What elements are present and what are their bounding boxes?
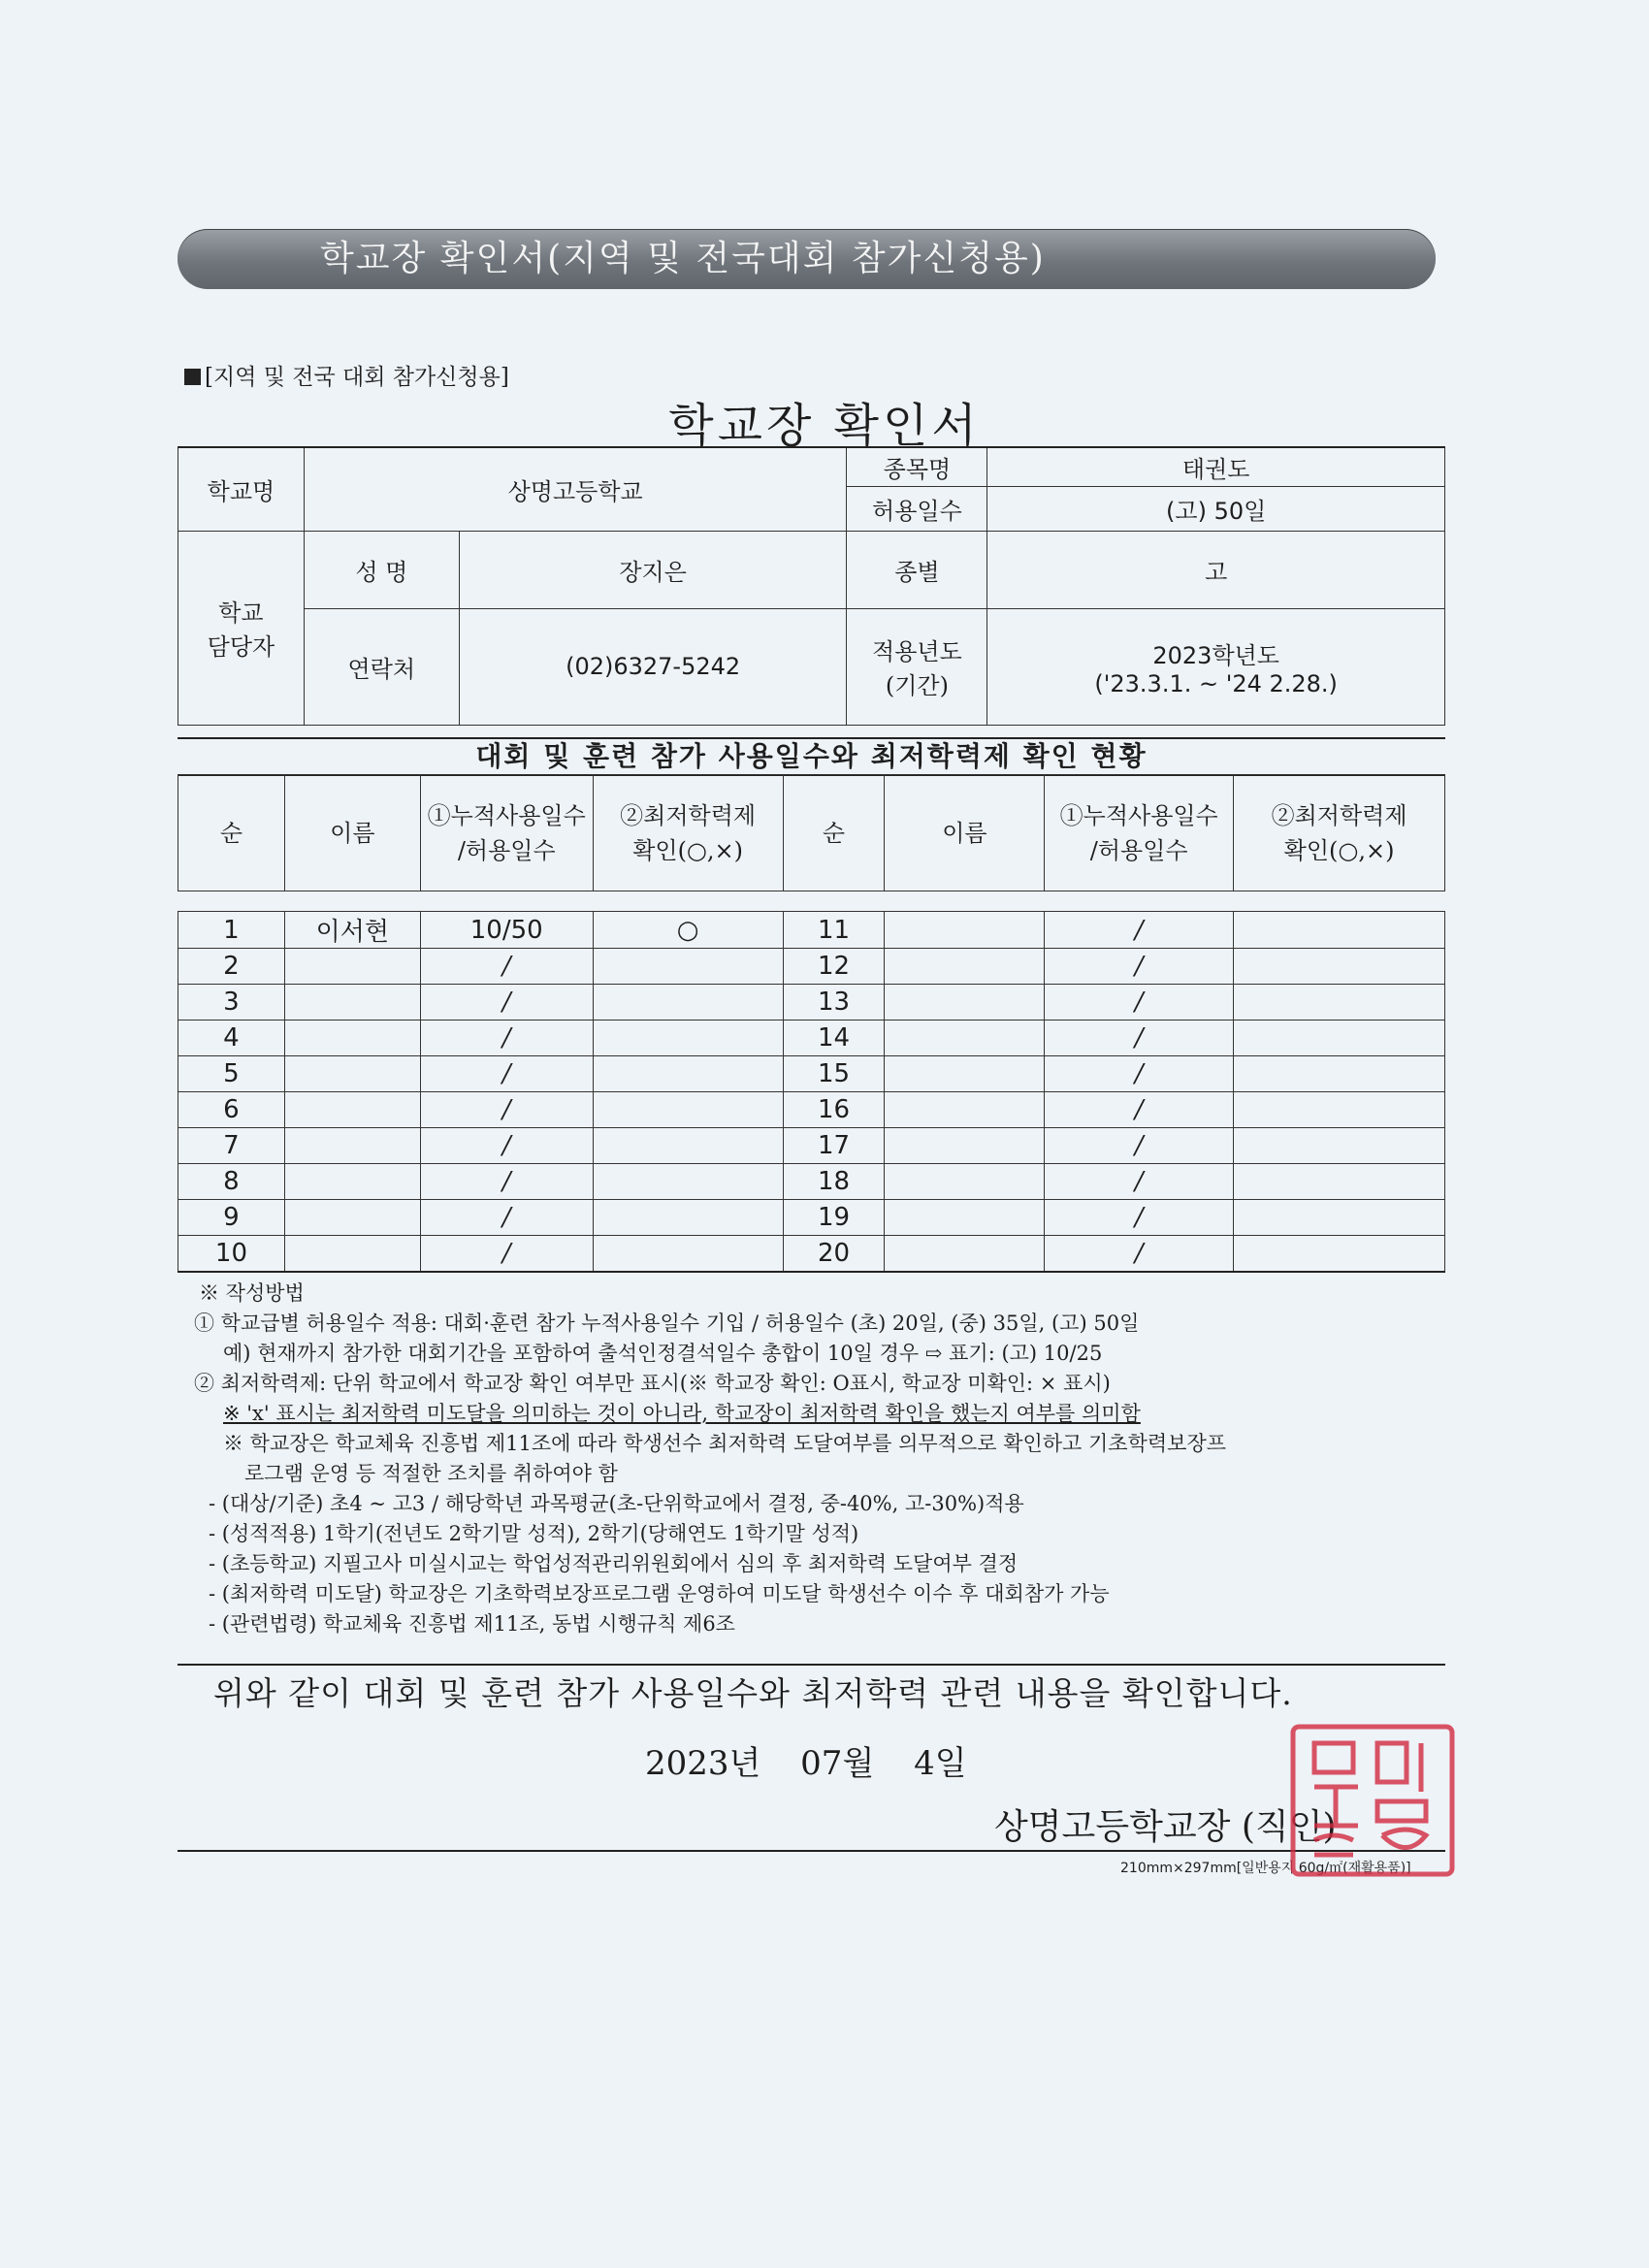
- right-days-cell: /: [1045, 1021, 1234, 1056]
- notes-heading: ※ 작성방법: [199, 1281, 305, 1305]
- left-check-cell: [593, 985, 783, 1021]
- school-name-label: 학교명: [178, 447, 305, 531]
- right-check-cell: [1234, 1056, 1445, 1092]
- left-check-cell: ○: [593, 912, 783, 949]
- left-name-cell: [284, 1236, 420, 1272]
- detail-3: - (초등학교) 지필고사 미실시교는 학업성적관리위원회에서 심의 후 최저학력 도달여부 결정: [209, 1552, 1018, 1575]
- divider-bottom: [178, 1850, 1445, 1852]
- contact-label: 연락처: [304, 608, 459, 725]
- right-check-cell: [1234, 1164, 1445, 1200]
- divider-top: [178, 1664, 1445, 1666]
- left-name-cell: [284, 1200, 420, 1236]
- detail-1: - (대상/기준) 초4 ~ 고3 / 해당학년 과목평균(초-단위학교에서 결정, 중-40%, 고-30%)적용: [209, 1492, 1024, 1515]
- right-days-cell: /: [1045, 1236, 1234, 1272]
- detail-2: - (성적적용) 1학기(전년도 2학기말 성적), 2학기(당해연도 1학기말 성적): [209, 1522, 859, 1545]
- left-seq-cell: 5: [178, 1056, 285, 1092]
- year-value: 2023학년도 ('23.3.1. ~ '24 2.28.): [987, 608, 1445, 725]
- note-1: ① 학교급별 허용일수 적용: 대회·훈련 참가 누적사용일수 기입 / 허용일수 (초) 20일, (중) 35일, (고) 50일: [194, 1312, 1140, 1335]
- detail-5: - (관련법령) 학교체육 진흥법 제11조, 동법 시행규칙 제6조: [209, 1612, 735, 1636]
- right-days-cell: /: [1045, 1200, 1234, 1236]
- right-name-cell: [885, 1056, 1045, 1092]
- right-seq-cell: 20: [783, 1236, 885, 1272]
- table-row: [178, 1128, 1445, 1164]
- right-days-cell: /: [1045, 1128, 1234, 1164]
- right-days-cell: /: [1045, 949, 1234, 985]
- left-check-cell: [593, 1056, 783, 1092]
- status-table-title: 대회 및 훈련 참가 사용일수와 최저학력제 확인 현황: [178, 737, 1445, 776]
- days-header-right: ①누적사용일수 /허용일수: [1045, 775, 1234, 891]
- right-check-cell: [1234, 1200, 1445, 1236]
- left-name-cell: [284, 1128, 420, 1164]
- left-days-cell: /: [420, 1164, 593, 1200]
- table-row: [178, 1164, 1445, 1200]
- left-check-cell: [593, 1092, 783, 1128]
- official-seal-stamp: [1285, 1719, 1460, 1882]
- left-seq-cell: 4: [178, 1021, 285, 1056]
- left-check-cell: [593, 949, 783, 985]
- right-name-cell: [885, 1021, 1045, 1056]
- right-days-cell: /: [1045, 985, 1234, 1021]
- right-name-cell: [885, 985, 1045, 1021]
- banner-title: 학교장 확인서(지역 및 전국대회 참가신청용): [320, 239, 1046, 278]
- issue-date: 2023년 07월 4일: [645, 1744, 967, 1783]
- left-seq-cell: 6: [178, 1092, 285, 1128]
- right-days-cell: /: [1045, 1056, 1234, 1092]
- allowed-days-label: 허용일수: [847, 486, 987, 531]
- left-seq-cell: 3: [178, 985, 285, 1021]
- school-name-value: 상명고등학교: [304, 447, 847, 531]
- right-seq-cell: 17: [783, 1128, 885, 1164]
- right-seq-cell: 13: [783, 985, 885, 1021]
- left-check-cell: [593, 1128, 783, 1164]
- table-row: [178, 1021, 1445, 1056]
- right-name-cell: [885, 1128, 1045, 1164]
- left-name-cell: [284, 1021, 420, 1056]
- name-header-right: 이름: [885, 775, 1045, 891]
- right-name-cell: [885, 1164, 1045, 1200]
- left-check-cell: [593, 1236, 783, 1272]
- category-label: 종별: [847, 531, 987, 608]
- left-days-cell: /: [420, 1092, 593, 1128]
- name-label: 성 명: [304, 531, 459, 608]
- status-header-row: [178, 775, 1445, 891]
- note-2: ② 최저학력제: 단위 학교에서 학교장 확인 여부만 표시(※ 학교장 확인: O표시, 학교장 미확인: × 표시): [194, 1372, 1111, 1395]
- right-check-cell: [1234, 912, 1445, 949]
- left-seq-cell: 8: [178, 1164, 285, 1200]
- left-seq-cell: 2: [178, 949, 285, 985]
- left-days-cell: /: [420, 1200, 593, 1236]
- seq-header: 순: [178, 775, 285, 891]
- paper-spec: 210mm×297mm[일반용지 60g/㎡(재활용품)]: [1120, 1861, 1411, 1876]
- status-table: [178, 774, 1445, 1273]
- right-name-cell: [885, 949, 1045, 985]
- note-2-b2: 로그램 운영 등 적절한 조치를 취하여야 함: [244, 1462, 618, 1485]
- sport-value: 태권도: [987, 447, 1445, 486]
- left-check-cell: [593, 1164, 783, 1200]
- right-check-cell: [1234, 985, 1445, 1021]
- left-name-cell: [284, 949, 420, 985]
- right-check-cell: [1234, 1128, 1445, 1164]
- right-name-cell: [885, 1236, 1045, 1272]
- left-seq-cell: 1: [178, 912, 285, 949]
- left-seq-cell: 10: [178, 1236, 285, 1272]
- table-row: [178, 1236, 1445, 1272]
- signer-line: 상명고등학교장 (직인): [994, 1807, 1337, 1847]
- table-row: [178, 949, 1445, 985]
- right-check-cell: [1234, 949, 1445, 985]
- table-row: [178, 1200, 1445, 1236]
- right-days-cell: /: [1045, 912, 1234, 949]
- header-gap-row: [178, 891, 1445, 912]
- square-bullet-icon: [184, 369, 201, 385]
- right-seq-cell: 16: [783, 1092, 885, 1128]
- detail-4: - (최저학력 미도달) 학교장은 기초학력보장프로그램 운영하여 미도달 학생선수 이수 후 대회참가 가능: [209, 1582, 1110, 1605]
- right-seq-cell: 11: [783, 912, 885, 949]
- left-days-cell: 10/50: [420, 912, 593, 949]
- right-seq-cell: 18: [783, 1164, 885, 1200]
- left-name-cell: [284, 985, 420, 1021]
- note-1-example: 예) 현재까지 참가한 대회기간을 포함하여 출석인정결석일수 총합이 10일 경우 ⇨ 표기: (고) 10/25: [223, 1342, 1103, 1365]
- left-seq-cell: 7: [178, 1128, 285, 1164]
- table-row: [178, 985, 1445, 1021]
- sport-label: 종목명: [847, 447, 987, 486]
- table-row: [178, 1056, 1445, 1092]
- contact-value: (02)6327-5242: [459, 608, 847, 725]
- right-days-cell: /: [1045, 1164, 1234, 1200]
- left-days-cell: /: [420, 1236, 593, 1272]
- right-name-cell: [885, 1092, 1045, 1128]
- left-name-cell: [284, 1164, 420, 1200]
- table-row: [178, 912, 1445, 949]
- document-title: 학교장 확인서: [668, 399, 981, 453]
- days-header: ①누적사용일수 /허용일수: [420, 775, 593, 891]
- right-check-cell: [1234, 1021, 1445, 1056]
- left-check-cell: [593, 1200, 783, 1236]
- manager-label: 학교 담당자: [178, 531, 305, 725]
- left-days-cell: /: [420, 1021, 593, 1056]
- left-days-cell: /: [420, 1128, 593, 1164]
- school-info-table: [178, 446, 1445, 726]
- seq-header-right: 순: [783, 775, 885, 891]
- right-days-cell: /: [1045, 1092, 1234, 1128]
- right-check-cell: [1234, 1236, 1445, 1272]
- left-days-cell: /: [420, 949, 593, 985]
- check-header-right: ②최저학력제 확인(○,×): [1234, 775, 1445, 891]
- left-seq-cell: 9: [178, 1200, 285, 1236]
- year-label: 적용년도 (기간): [847, 608, 987, 725]
- confirmation-statement: 위와 같이 대회 및 훈련 참가 사용일수와 최저학력 관련 내용을 확인합니다.: [213, 1674, 1293, 1712]
- left-days-cell: /: [420, 1056, 593, 1092]
- right-name-cell: [885, 1200, 1045, 1236]
- note-2-a: ※ 'x' 표시는 최저학력 미도달을 의미하는 것이 아니라, 학교장이 최저학력 확인을 했는지 여부를 의미함: [223, 1402, 1141, 1425]
- left-name-cell: 이서현: [284, 912, 420, 949]
- right-seq-cell: 14: [783, 1021, 885, 1056]
- left-days-cell: /: [420, 985, 593, 1021]
- right-seq-cell: 12: [783, 949, 885, 985]
- right-check-cell: [1234, 1092, 1445, 1128]
- category-value: 고: [987, 531, 1445, 608]
- name-header: 이름: [284, 775, 420, 891]
- right-seq-cell: 19: [783, 1200, 885, 1236]
- check-header: ②최저학력제 확인(○,×): [593, 775, 783, 891]
- right-seq-cell: 15: [783, 1056, 885, 1092]
- form-subheading: [지역 및 전국 대회 참가신청용]: [184, 359, 509, 391]
- table-row: [178, 1092, 1445, 1128]
- instructions: [194, 1279, 1455, 1639]
- left-check-cell: [593, 1021, 783, 1056]
- name-value: 장지은: [459, 531, 847, 608]
- right-name-cell: [885, 912, 1045, 949]
- left-name-cell: [284, 1092, 420, 1128]
- allowed-days-value: (고) 50일: [987, 486, 1445, 531]
- note-2-b1: ※ 학교장은 학교체육 진흥법 제11조에 따라 학생선수 최저학력 도달여부를 의무적으로 확인하고 기초학력보장프: [223, 1432, 1227, 1455]
- left-name-cell: [284, 1056, 420, 1092]
